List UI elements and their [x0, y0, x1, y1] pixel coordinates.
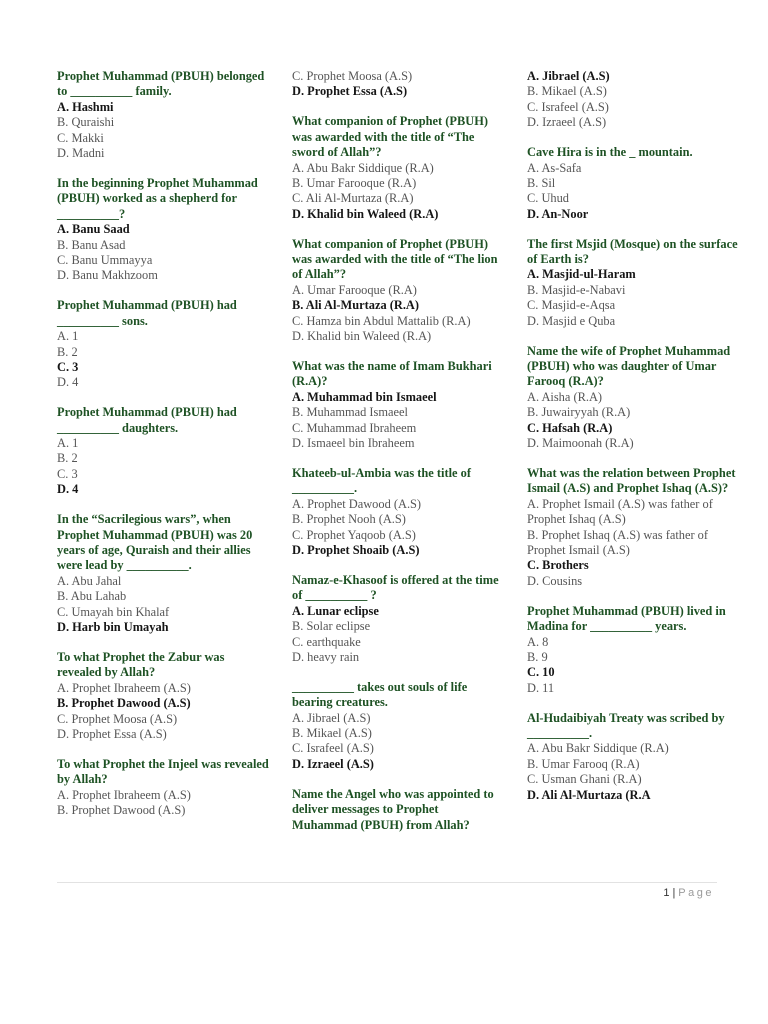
answer-option: C. Banu Ummayya	[57, 252, 153, 267]
page-number: 1	[663, 887, 670, 899]
answer-option: B. Prophet Ishaq (A.S) was father of Prophet Ismail (A.S)	[527, 527, 709, 557]
answer-option: D. 4	[57, 375, 79, 390]
answer-option: C. Usman Ghani (R.A)	[527, 772, 642, 787]
question-block	[57, 69, 269, 161]
correct-option: C. Hafsah (R.A)	[527, 420, 613, 435]
correct-option: A. Lunar eclipse	[292, 603, 379, 618]
answer-option: A. Prophet Ibraheem (A.S)	[57, 680, 191, 695]
answer-option: A. Jibrael (A.S)	[292, 710, 371, 725]
answer-option: A. As-Safa	[527, 160, 582, 175]
question-block	[527, 344, 739, 452]
correct-option: D. 4	[57, 482, 79, 497]
answer-option: D. Ismaeel bin Ibraheem	[292, 436, 415, 451]
answer-option: B. Mikael (A.S)	[527, 84, 607, 99]
question-text: Cave Hira is in the _ mountain.	[527, 145, 693, 160]
correct-option: A. Muhammad bin Ismaeel	[292, 389, 437, 404]
question-text: What was the relation between Prophet Ismail (A.S) and Prophet Ishaq (A.S)?	[527, 465, 736, 496]
answer-option: A. Prophet Ibraheem (A.S)	[57, 787, 191, 802]
answer-option: A. Prophet Ismail (A.S) was father of Prophet Ishaq (A.S)	[527, 496, 713, 527]
answer-option: B. Umar Farooq (R.A)	[527, 756, 640, 771]
question-block	[527, 237, 739, 329]
question-text: To what Prophet the Zabur was revealed by Allah?	[57, 649, 225, 680]
question-text: To what Prophet the Injeel was revealed by Allah?	[57, 756, 269, 787]
answer-option: C. 3	[57, 466, 78, 481]
page-label: Page	[678, 887, 714, 899]
page-footer	[663, 887, 714, 899]
question-text: Name the Angel who was appointed to deliver messages to Prophet Muhammad (PBUH) from Allah?	[292, 786, 494, 832]
correct-option: C. 3	[57, 359, 79, 374]
question-block	[527, 604, 739, 696]
answer-option: A. Aisha (R.A)	[527, 389, 603, 404]
correct-option: C. Brothers	[527, 558, 589, 573]
answer-option: C. Muhammad Ibraheem	[292, 420, 417, 435]
answer-option: C. Uhud	[527, 191, 569, 206]
question-block	[527, 145, 739, 222]
question-text: What was the name of Imam Bukhari (R.A)?	[292, 359, 492, 389]
answer-option: B. Masjid-e-Nabavi	[527, 282, 626, 297]
answer-option: C. Masjid-e-Aqsa	[527, 298, 616, 313]
question-block	[292, 69, 502, 100]
question-block	[527, 466, 739, 589]
page-separator: |	[672, 887, 676, 899]
question-block	[57, 176, 269, 284]
answer-option: B. Muhammad Ismaeel	[292, 405, 408, 420]
answer-option: B. Mikael (A.S)	[292, 726, 372, 741]
question-text: Prophet Muhammad (PBUH) had __________ sons.	[57, 298, 237, 328]
answer-option: B. Abu Lahab	[57, 589, 127, 604]
answer-option: B. Quraishi	[57, 115, 115, 130]
correct-option: D. An-Noor	[527, 206, 589, 221]
answer-option: C. Ali Al-Murtaza (R.A)	[292, 191, 414, 206]
answer-option: A. 1	[57, 436, 79, 451]
answer-option: B. Prophet Nooh (A.S)	[292, 512, 406, 527]
answer-option: A. Prophet Dawood (A.S)	[292, 496, 422, 511]
correct-option: A. Hashmi	[57, 99, 114, 114]
answer-option: A. 8	[527, 634, 549, 649]
answer-option: D. Masjid e Quba	[527, 313, 616, 328]
question-block	[57, 650, 269, 742]
question-text: The first Msjid (Mosque) on the surface of Earth is?	[527, 236, 738, 267]
question-block	[292, 466, 502, 558]
answer-option: B. Prophet Dawood (A.S)	[57, 803, 186, 818]
answer-option: D. 11	[527, 680, 555, 695]
answer-option: D. Izraeel (A.S)	[527, 115, 607, 130]
column-2	[292, 69, 502, 847]
answer-option: C. Umayah bin Khalaf	[57, 604, 170, 619]
answer-option: C. earthquake	[292, 634, 361, 649]
answer-option: B. Solar eclipse	[292, 619, 371, 634]
correct-option: B. Prophet Dawood (A.S)	[57, 696, 191, 711]
answer-option: D. Khalid bin Waleed (R.A)	[292, 329, 432, 344]
answer-option: D. Prophet Essa (A.S)	[57, 726, 167, 741]
question-text: Prophet Muhammad (PBUH) lived in Madina for __________ years.	[527, 603, 726, 634]
question-text: Al-Hudaibiyah Treaty was scribed by __________.	[527, 710, 725, 741]
question-block	[292, 359, 502, 451]
column-1	[57, 69, 269, 833]
question-text: Khateeb-ul-Ambia was the title of __________.	[292, 465, 471, 496]
answer-option: C. Hamza bin Abdul Mattalib (R.A)	[292, 313, 471, 328]
correct-option: D. Harb bin Umayah	[57, 620, 169, 634]
answer-option: A. Umar Farooque (R.A)	[292, 282, 417, 297]
question-text: Name the wife of Prophet Muhammad (PBUH) who was daughter of Umar Farooq (R.A)?	[527, 343, 731, 389]
answer-option: A. 1	[57, 329, 79, 344]
answer-option: C. Prophet Moosa (A.S)	[57, 711, 178, 726]
answer-option: C. Prophet Yaqoob (A.S)	[292, 527, 416, 542]
question-block	[292, 787, 502, 833]
question-block	[527, 69, 739, 131]
question-text: __________ takes out souls of life bearing creatures.	[292, 679, 468, 710]
answer-option: C. Israfeel (A.S)	[527, 99, 609, 114]
correct-option: D. Khalid bin Waleed (R.A)	[292, 206, 439, 221]
question-text: Prophet Muhammad (PBUH) belonged to __________ family.	[57, 69, 265, 99]
answer-option: A. Abu Jahal	[57, 573, 122, 588]
answer-option: D. Cousins	[527, 573, 583, 588]
answer-option: A. Abu Bakr Siddique (R.A)	[292, 160, 434, 175]
answer-option: D. Maimoonah (R.A)	[527, 436, 634, 451]
correct-option: D. Prophet Shoaib (A.S)	[292, 542, 420, 557]
question-text: Namaz-e-Khasoof is offered at the time of __________ ?	[292, 572, 499, 603]
answer-option: D. Banu Makhzoom	[57, 268, 158, 283]
question-block	[57, 298, 269, 390]
column-3	[527, 69, 739, 818]
correct-option: D. Prophet Essa (A.S)	[292, 84, 408, 99]
answer-option: B. 2	[57, 344, 78, 359]
answer-option: B. Juwairyyah (R.A)	[527, 405, 631, 420]
answer-option: B. 2	[57, 451, 78, 466]
answer-option: D. heavy rain	[292, 649, 360, 664]
footer-divider	[57, 882, 717, 883]
question-text: What companion of Prophet (PBUH) was awarded with the title of “The lion of Allah”?	[292, 236, 498, 282]
answer-option: A. Abu Bakr Siddique (R.A)	[527, 741, 669, 756]
question-block	[57, 757, 269, 819]
question-block	[292, 680, 502, 772]
correct-option: A. Jibrael (A.S)	[527, 69, 610, 83]
answer-option: C. Makki	[57, 130, 104, 145]
answer-option: C. Israfeel (A.S)	[292, 741, 374, 756]
question-text: In the “Sacrilegious wars”, when Prophet Muhammad (PBUH) was 20 years of age, Quraish and their allies were lead by __________.	[57, 512, 253, 573]
answer-option: C. Prophet Moosa (A.S)	[292, 69, 413, 83]
correct-option: A. Banu Saad	[57, 222, 130, 237]
question-block	[527, 711, 739, 803]
correct-option: C. 10	[527, 665, 555, 680]
correct-option: D. Ali Al-Murtaza (R.A	[527, 787, 651, 802]
correct-option: B. Ali Al-Murtaza (R.A)	[292, 298, 419, 313]
question-text: Prophet Muhammad (PBUH) had __________ daughters.	[57, 405, 237, 435]
question-text: What companion of Prophet (PBUH) was awarded with the title of “The sword of Allah”?	[292, 114, 488, 160]
question-block	[292, 114, 502, 222]
correct-option: D. Izraeel (A.S)	[292, 756, 374, 771]
answer-option: B. Sil	[527, 175, 556, 190]
question-block	[292, 237, 502, 345]
question-block	[57, 405, 269, 497]
correct-option: A. Masjid-ul-Haram	[527, 267, 636, 282]
answer-option: D. Madni	[57, 146, 105, 161]
question-block	[57, 512, 269, 635]
question-text: In the beginning Prophet Muhammad (PBUH) worked as a shepherd for __________?	[57, 175, 258, 221]
answer-option: B. 9	[527, 649, 548, 664]
answer-option: B. Umar Farooque (R.A)	[292, 175, 417, 190]
question-block	[292, 573, 502, 665]
answer-option: B. Banu Asad	[57, 237, 126, 252]
